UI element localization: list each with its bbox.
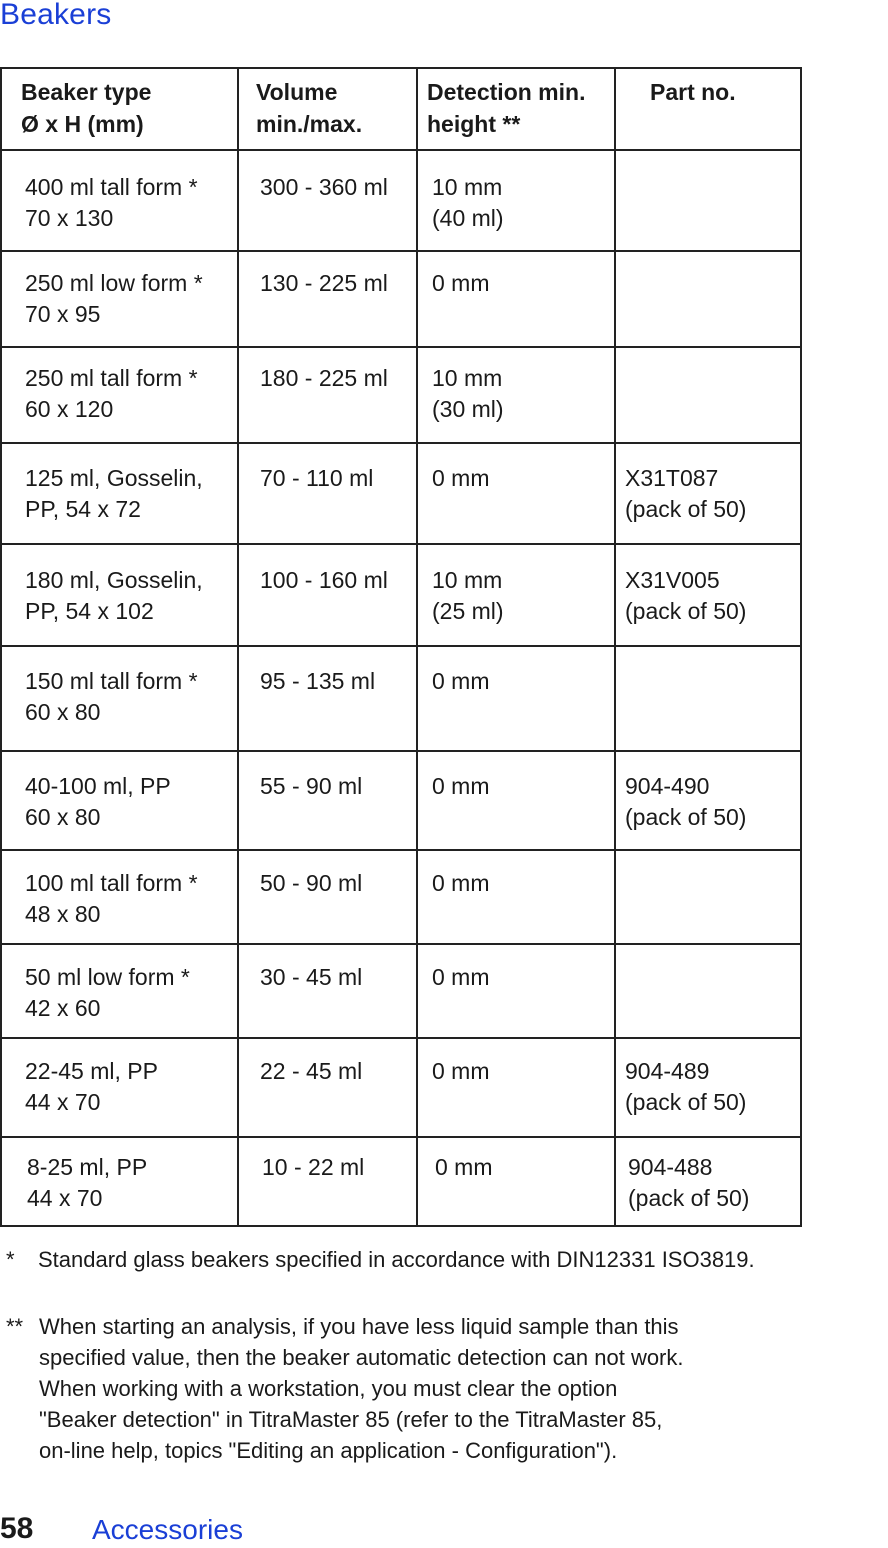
beaker-table — [0, 67, 802, 1227]
footnote-mark: * — [6, 1247, 15, 1272]
row-divider — [2, 250, 800, 252]
cell-detection: 10 mm (30 ml) — [432, 365, 504, 422]
footnote-line: specified value, then the beaker automatic detection can not work. — [39, 1345, 684, 1370]
row-divider — [2, 1037, 800, 1039]
cell-beaker-type: 400 ml tall form * 70 x 130 — [25, 174, 198, 231]
header-detection: Detection min. height ** — [427, 79, 586, 137]
row-divider — [2, 442, 800, 444]
cell-beaker-type: 22-45 ml, PP 44 x 70 — [25, 1058, 158, 1115]
cell-volume: 130 - 225 ml — [260, 270, 388, 296]
cell-detection: 0 mm — [432, 964, 490, 990]
cell-detection: 0 mm — [432, 270, 490, 296]
cell-detection: 0 mm — [432, 668, 490, 694]
cell-beaker-type: 250 ml low form * 70 x 95 — [25, 270, 203, 327]
cell-volume: 55 - 90 ml — [260, 773, 363, 799]
footnote-mark: ** — [6, 1314, 24, 1339]
cell-volume: 10 - 22 ml — [262, 1154, 365, 1180]
cell-part-no: 904-488 (pack of 50) — [628, 1154, 750, 1211]
footnote-text: Standard glass beakers specified in accordance with DIN12331 ISO3819. — [38, 1247, 755, 1272]
cell-detection: 0 mm — [432, 1058, 490, 1084]
footnote-line: on-line help, topics "Editing an application - Configuration"). — [39, 1438, 618, 1463]
row-divider — [2, 645, 800, 647]
column-divider — [416, 69, 418, 1225]
footnote-line: When starting an analysis, if you have less liquid sample than this — [39, 1314, 679, 1339]
cell-beaker-type: 8-25 ml, PP 44 x 70 — [27, 1154, 148, 1211]
row-divider — [2, 750, 800, 752]
header-part-no: Part no. — [650, 79, 736, 105]
cell-part-no: X31T087 (pack of 50) — [625, 465, 747, 522]
footnote-line: When working with a workstation, you must clear the option — [39, 1376, 618, 1401]
cell-detection: 0 mm — [432, 870, 490, 896]
cell-beaker-type: 180 ml, Gosselin, PP, 54 x 102 — [25, 567, 203, 624]
row-divider — [2, 1136, 800, 1138]
cell-volume: 22 - 45 ml — [260, 1058, 363, 1084]
cell-beaker-type: 100 ml tall form * 48 x 80 — [25, 870, 198, 927]
row-divider — [2, 543, 800, 545]
cell-detection: 0 mm — [432, 773, 490, 799]
column-divider — [614, 69, 616, 1225]
cell-volume: 30 - 45 ml — [260, 964, 363, 990]
header-beaker-type: Beaker type Ø x H (mm) — [21, 79, 152, 137]
footnote-line: "Beaker detection" in TitraMaster 85 (refer to the TitraMaster 85, — [39, 1407, 663, 1432]
cell-beaker-type: 150 ml tall form * 60 x 80 — [25, 668, 198, 725]
cell-beaker-type: 50 ml low form * 42 x 60 — [25, 964, 190, 1021]
row-divider — [2, 149, 800, 151]
cell-volume: 180 - 225 ml — [260, 365, 388, 391]
cell-volume: 100 - 160 ml — [260, 567, 388, 593]
cell-detection: 10 mm (25 ml) — [432, 567, 504, 624]
section-title: Beakers — [0, 0, 112, 31]
row-divider — [2, 849, 800, 851]
cell-part-no: X31V005 (pack of 50) — [625, 567, 747, 624]
cell-detection: 0 mm — [435, 1154, 493, 1180]
footer-section-label: Accessories — [92, 1514, 243, 1545]
cell-beaker-type: 250 ml tall form * 60 x 120 — [25, 365, 198, 422]
cell-part-no: 904-490 (pack of 50) — [625, 773, 747, 830]
cell-beaker-type: 40-100 ml, PP 60 x 80 — [25, 773, 171, 830]
header-volume: Volume min./max. — [256, 79, 363, 137]
cell-volume: 70 - 110 ml — [260, 465, 374, 491]
column-divider — [237, 69, 239, 1225]
page-number: 58 — [0, 1512, 34, 1545]
cell-volume: 300 - 360 ml — [260, 174, 388, 200]
cell-detection: 10 mm (40 ml) — [432, 174, 504, 231]
cell-detection: 0 mm — [432, 465, 490, 491]
cell-beaker-type: 125 ml, Gosselin, PP, 54 x 72 — [25, 465, 203, 522]
cell-volume: 95 - 135 ml — [260, 668, 376, 694]
row-divider — [2, 943, 800, 945]
cell-part-no: 904-489 (pack of 50) — [625, 1058, 747, 1115]
cell-volume: 50 - 90 ml — [260, 870, 363, 896]
row-divider — [2, 346, 800, 348]
